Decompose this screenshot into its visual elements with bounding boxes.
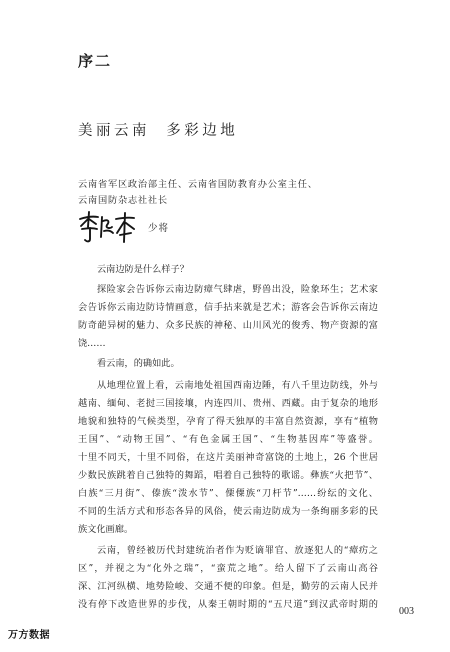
body-line: 没有停下改造世界的步伐，从秦王朝时期的“五尺道”到汉武帝时期的 [78,599,378,610]
author-signature [76,209,142,245]
page-number: 003 [399,606,414,617]
body-line: 不同的生活方式和形态各异的风俗，使云南边防成为一条绚丽多彩的民 [78,506,378,517]
source-watermark: 万方数据 [8,630,50,641]
body-line: 防奇葩异树的魅力、众多民族的神秘、山川风光的俊秀、物产资源的富 [78,320,378,331]
author-affiliation-line: 云南国防杂志社社长 [78,195,168,206]
body-line: 区”，并视之为“化外之瑞”，“蛮荒之地”。给人留下了云南山高谷 [78,563,378,574]
body-line: 王国”、“动物王国”、“有色金属王国”、“生物基因库”等盛誉。 [78,434,378,445]
author-rank: 少将 [148,223,170,234]
body-line: 地貌和独特的气候类型，孕育了得天独厚的丰富自然资源，享有“植物 [78,416,378,427]
body-line: 从地理位置上看，云南地处祖国西南边陲，有八千里边防线，外与 [97,380,378,391]
body-line: 云南，曾经被历代封建统治者作为贬谪罪官、放逐犯人的“瘴疠之 [97,545,378,556]
author-affiliation-line: 云南省军区政治部主任、云南省国防教育办公室主任、 [78,179,318,190]
section-label: 序二 [78,52,113,70]
body-line: 会告诉你云南边防诗情画意，信手拈来就是艺术；游客会告诉你云南边 [78,302,378,313]
body-line: 白族“三月街”、傣族“泼水节”、傈僳族“刀杆节”……纷纭的文化、 [78,488,378,499]
body-line: 十里不同天，十里不同俗，在这片美丽神奇富饶的土地上，26 个世居 [78,452,378,463]
body-line: 深、江河纵横、地势险峻、交通不便的印象。但是，勤劳的云南人民并 [78,581,378,592]
body-line: 越南、缅甸、老挝三国接壤，内连四川、贵州、西藏。由于复杂的地形 [78,398,378,409]
body-line: 饶…… [78,338,106,349]
body-line: 族文化画廊。 [78,524,134,535]
essay-title: 美丽云南 多彩边地 [78,123,239,139]
body-line: 看云南，的确如此。 [97,358,180,369]
body-line: 云南边防是什么样子？ [97,264,189,275]
body-line: 少数民族跳着自己独特的舞蹈，唱着自己独特的歌谣。彝族“火把节”、 [78,470,378,481]
body-line: 探险家会告诉你云南边防瘴气肆虐，野兽出没，险象环生；艺术家 [97,284,378,295]
